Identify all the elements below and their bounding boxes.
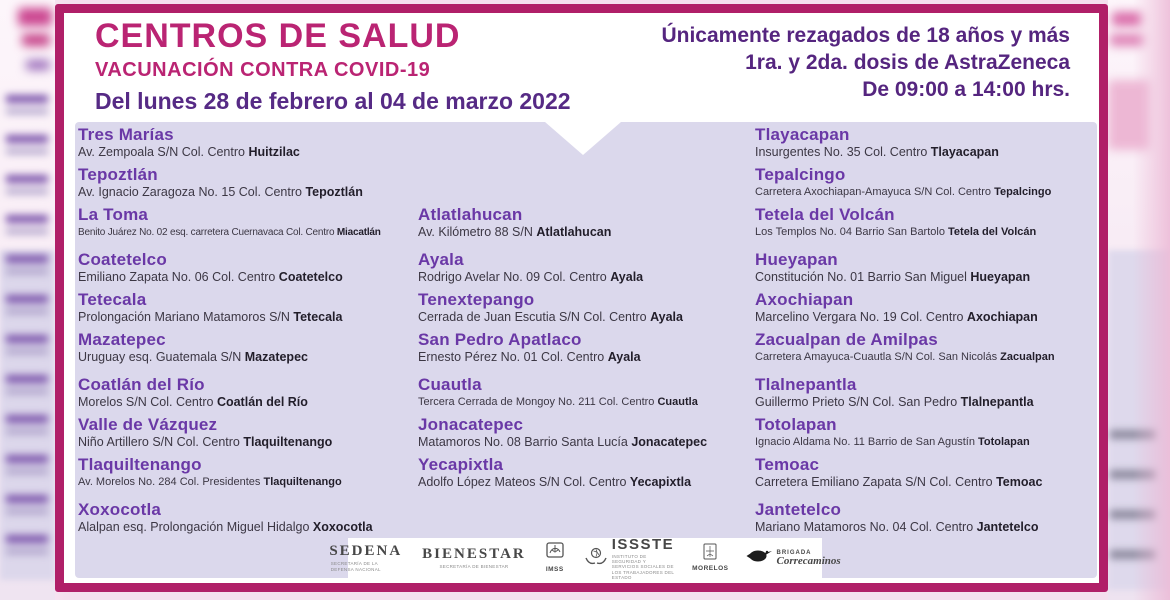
location-item <box>755 249 1096 289</box>
location-address: Av. Morelos No. 284 Col. Presidentes Tlaquiltenango <box>78 476 342 488</box>
blur-bars <box>6 95 48 555</box>
location-address: Carretera Emiliano Zapata S/N Col. Centro Temoac <box>755 475 1043 489</box>
location-name: Coatlán del Río <box>78 375 205 394</box>
issste-hands-icon <box>584 545 608 572</box>
blur-blob <box>1108 80 1150 150</box>
audience-line: Únicamente rezagados de 18 años y más <box>661 24 1070 47</box>
location-item <box>755 499 1096 539</box>
location-name: La Toma <box>78 205 149 224</box>
location-item <box>418 289 751 329</box>
imss-label: IMSS <box>545 566 564 574</box>
location-item <box>78 414 414 454</box>
location-address: Alalpan esq. Prolongación Miguel Hidalgo Xoxocotla <box>78 520 373 534</box>
issste-logo <box>584 536 674 581</box>
header-right <box>661 22 1070 103</box>
location-address: Av. Kilómetro 88 S/N Atlatlahucan <box>418 225 612 239</box>
blur-blob <box>22 34 50 46</box>
correcaminos-label: Correcaminos <box>776 554 841 567</box>
location-item <box>755 414 1096 454</box>
flyer-card <box>55 4 1108 592</box>
column-middle <box>418 122 751 494</box>
location-name: Totolapan <box>755 415 837 434</box>
location-item <box>78 454 414 494</box>
location-address: Uruguay esq. Guatemala S/N Mazatepec <box>78 350 308 364</box>
page-title: CENTROS DE SALUD <box>95 17 461 55</box>
location-name: San Pedro Apatlaco <box>418 330 582 349</box>
location-item <box>78 374 414 414</box>
bienestar-subtext: SECRETARÍA DE BIENESTAR <box>439 563 509 569</box>
location-item <box>418 374 751 414</box>
page-subtitle: VACUNACIÓN CONTRA COVID-19 <box>95 59 431 81</box>
issste-subtext: INSTITUTO DE SEGURIDAD Y SERVICIOS SOCIALES DE LOS TRABAJADORES DEL ESTADO <box>611 553 675 581</box>
location-name: Tlaquiltenango <box>78 455 202 474</box>
issste-label: ISSSTE <box>611 535 675 553</box>
blur-blob <box>1112 12 1142 26</box>
imss-logo <box>546 542 564 574</box>
location-address: Carretera Amayuca-Cuautla S/N Col. San Nicolás Zacualpan <box>755 351 1055 363</box>
blur-bars <box>1110 430 1156 560</box>
location-address: Los Templos No. 04 Barrio San Bartolo Tetela del Volcán <box>755 226 1037 238</box>
location-address: Rodrigo Avelar No. 09 Col. Centro Ayala <box>418 270 644 284</box>
sedena-label: SEDENA <box>329 543 403 560</box>
header-left <box>95 19 571 113</box>
location-item <box>78 249 414 289</box>
location-item <box>418 414 751 454</box>
blur-blob <box>1108 250 1170 590</box>
location-name: Jonacatepec <box>418 415 524 434</box>
location-name: Ayala <box>418 250 464 269</box>
location-name: Tlalnepantla <box>755 375 857 394</box>
location-item <box>755 289 1096 329</box>
location-item <box>78 499 414 539</box>
hours-line: De 09:00 a 14:00 hrs. <box>862 78 1070 101</box>
roadrunner-bird-icon <box>745 548 773 568</box>
location-name: Yecapixtla <box>418 455 504 474</box>
location-name: Tenextepango <box>418 290 535 309</box>
location-item <box>418 204 751 244</box>
location-item <box>755 204 1096 244</box>
location-address: Av. Ignacio Zaragoza No. 15 Col. Centro Tepoztlán <box>78 185 363 199</box>
location-item <box>755 164 1096 204</box>
location-name: Tlayacapan <box>755 125 850 144</box>
location-address: Guillermo Prieto S/N Col. San Pedro Tlalnepantla <box>755 395 1034 409</box>
location-item <box>418 249 751 289</box>
location-name: Hueyapan <box>755 250 838 269</box>
location-address: Cerrada de Juan Escutia S/N Col. Centro Ayala <box>418 310 683 324</box>
bienestar-label: BIENESTAR <box>422 545 526 562</box>
location-item <box>78 124 414 164</box>
location-address: Morelos S/N Col. Centro Coatlán del Río <box>78 395 308 409</box>
location-item <box>755 124 1096 164</box>
location-name: Mazatepec <box>78 330 166 349</box>
location-name: Tetecala <box>78 290 147 309</box>
location-name: Tetela del Volcán <box>755 205 895 224</box>
dose-line: 1ra. y 2da. dosis de AstraZeneca <box>745 51 1070 74</box>
location-address: Carretera Axochiapan-Amayuca S/N Col. Centro Tepalcingo <box>755 186 1052 198</box>
location-item <box>755 454 1096 494</box>
location-name: Axochiapan <box>755 290 854 309</box>
location-name: Jantetelco <box>755 500 842 519</box>
location-item <box>78 289 414 329</box>
sedena-logo <box>329 544 402 572</box>
location-address: Benito Juárez No. 02 esq. carretera Cuernavaca Col. Centro Miacatlán <box>78 227 381 238</box>
blur-blob <box>1110 34 1144 46</box>
location-name: Atlatlahucan <box>418 205 523 224</box>
location-item <box>755 329 1096 369</box>
location-name: Temoac <box>755 455 820 474</box>
location-address: Prolongación Mariano Matamoros S/N Tetecala <box>78 310 343 324</box>
morelos-logo <box>692 543 728 573</box>
column-left <box>78 122 414 539</box>
location-address: Av. Zempoala S/N Col. Centro Huitzilac <box>78 145 300 159</box>
imss-eagle-icon <box>546 542 564 566</box>
location-address: Niño Artillero S/N Col. Centro Tlaquiltenango <box>78 435 333 449</box>
location-item <box>78 164 414 204</box>
brigada-label: BRIGADA <box>776 549 812 556</box>
location-name: Zacualpan de Amilpas <box>755 330 938 349</box>
location-address: Insurgentes No. 35 Col. Centro Tlayacapan <box>755 145 999 159</box>
location-name: Coatetelco <box>78 250 167 269</box>
location-address: Adolfo López Mateos S/N Col. Centro Yecapixtla <box>418 475 692 489</box>
brigada-correcaminos-logo <box>745 548 841 568</box>
location-name: Xoxocotla <box>78 500 162 519</box>
bienestar-logo <box>422 547 526 569</box>
location-name: Tepoztlán <box>78 165 158 184</box>
location-name: Tres Marías <box>78 125 174 144</box>
sedena-subtext: SECRETARÍA DE LA DEFENSA NACIONAL <box>330 561 381 572</box>
location-address: Ernesto Pérez No. 01 Col. Centro Ayala <box>418 350 641 364</box>
location-address: Marcelino Vergara No. 19 Col. Centro Axochiapan <box>755 310 1038 324</box>
morelos-label: MORELOS <box>692 565 729 573</box>
blur-blob <box>18 8 52 26</box>
morelos-emblem-icon <box>702 543 718 565</box>
location-address: Constitución No. 01 Barrio San Miguel Hueyapan <box>755 270 1031 284</box>
location-address: Tercera Cerrada de Mongoy No. 211 Col. Centro Cuautla <box>418 396 698 408</box>
location-item <box>78 329 414 369</box>
location-name: Cuautla <box>418 375 482 394</box>
location-address: Ignacio Aldama No. 11 Barrio de San Agustín Totolapan <box>755 436 1030 448</box>
location-item <box>418 454 751 494</box>
location-address: Mariano Matamoros No. 04 Col. Centro Jantetelco <box>755 520 1039 534</box>
location-name: Valle de Vázquez <box>78 415 218 434</box>
column-right <box>755 122 1096 539</box>
location-item <box>78 204 414 244</box>
location-item <box>755 374 1096 414</box>
location-address: Matamoros No. 08 Barrio Santa Lucía Jonacatepec <box>418 435 708 449</box>
logo-band <box>329 535 841 581</box>
location-address: Emiliano Zapata No. 06 Col. Centro Coatetelco <box>78 270 343 284</box>
location-name: Tepalcingo <box>755 165 846 184</box>
location-item <box>418 329 751 369</box>
blurred-edge-right <box>1108 0 1170 600</box>
locations-panel <box>75 122 1097 581</box>
blur-blob <box>26 60 50 70</box>
date-range: Del lunes 28 de febrero al 04 de marzo 2022 <box>95 88 571 114</box>
blurred-edge-left <box>0 0 55 600</box>
